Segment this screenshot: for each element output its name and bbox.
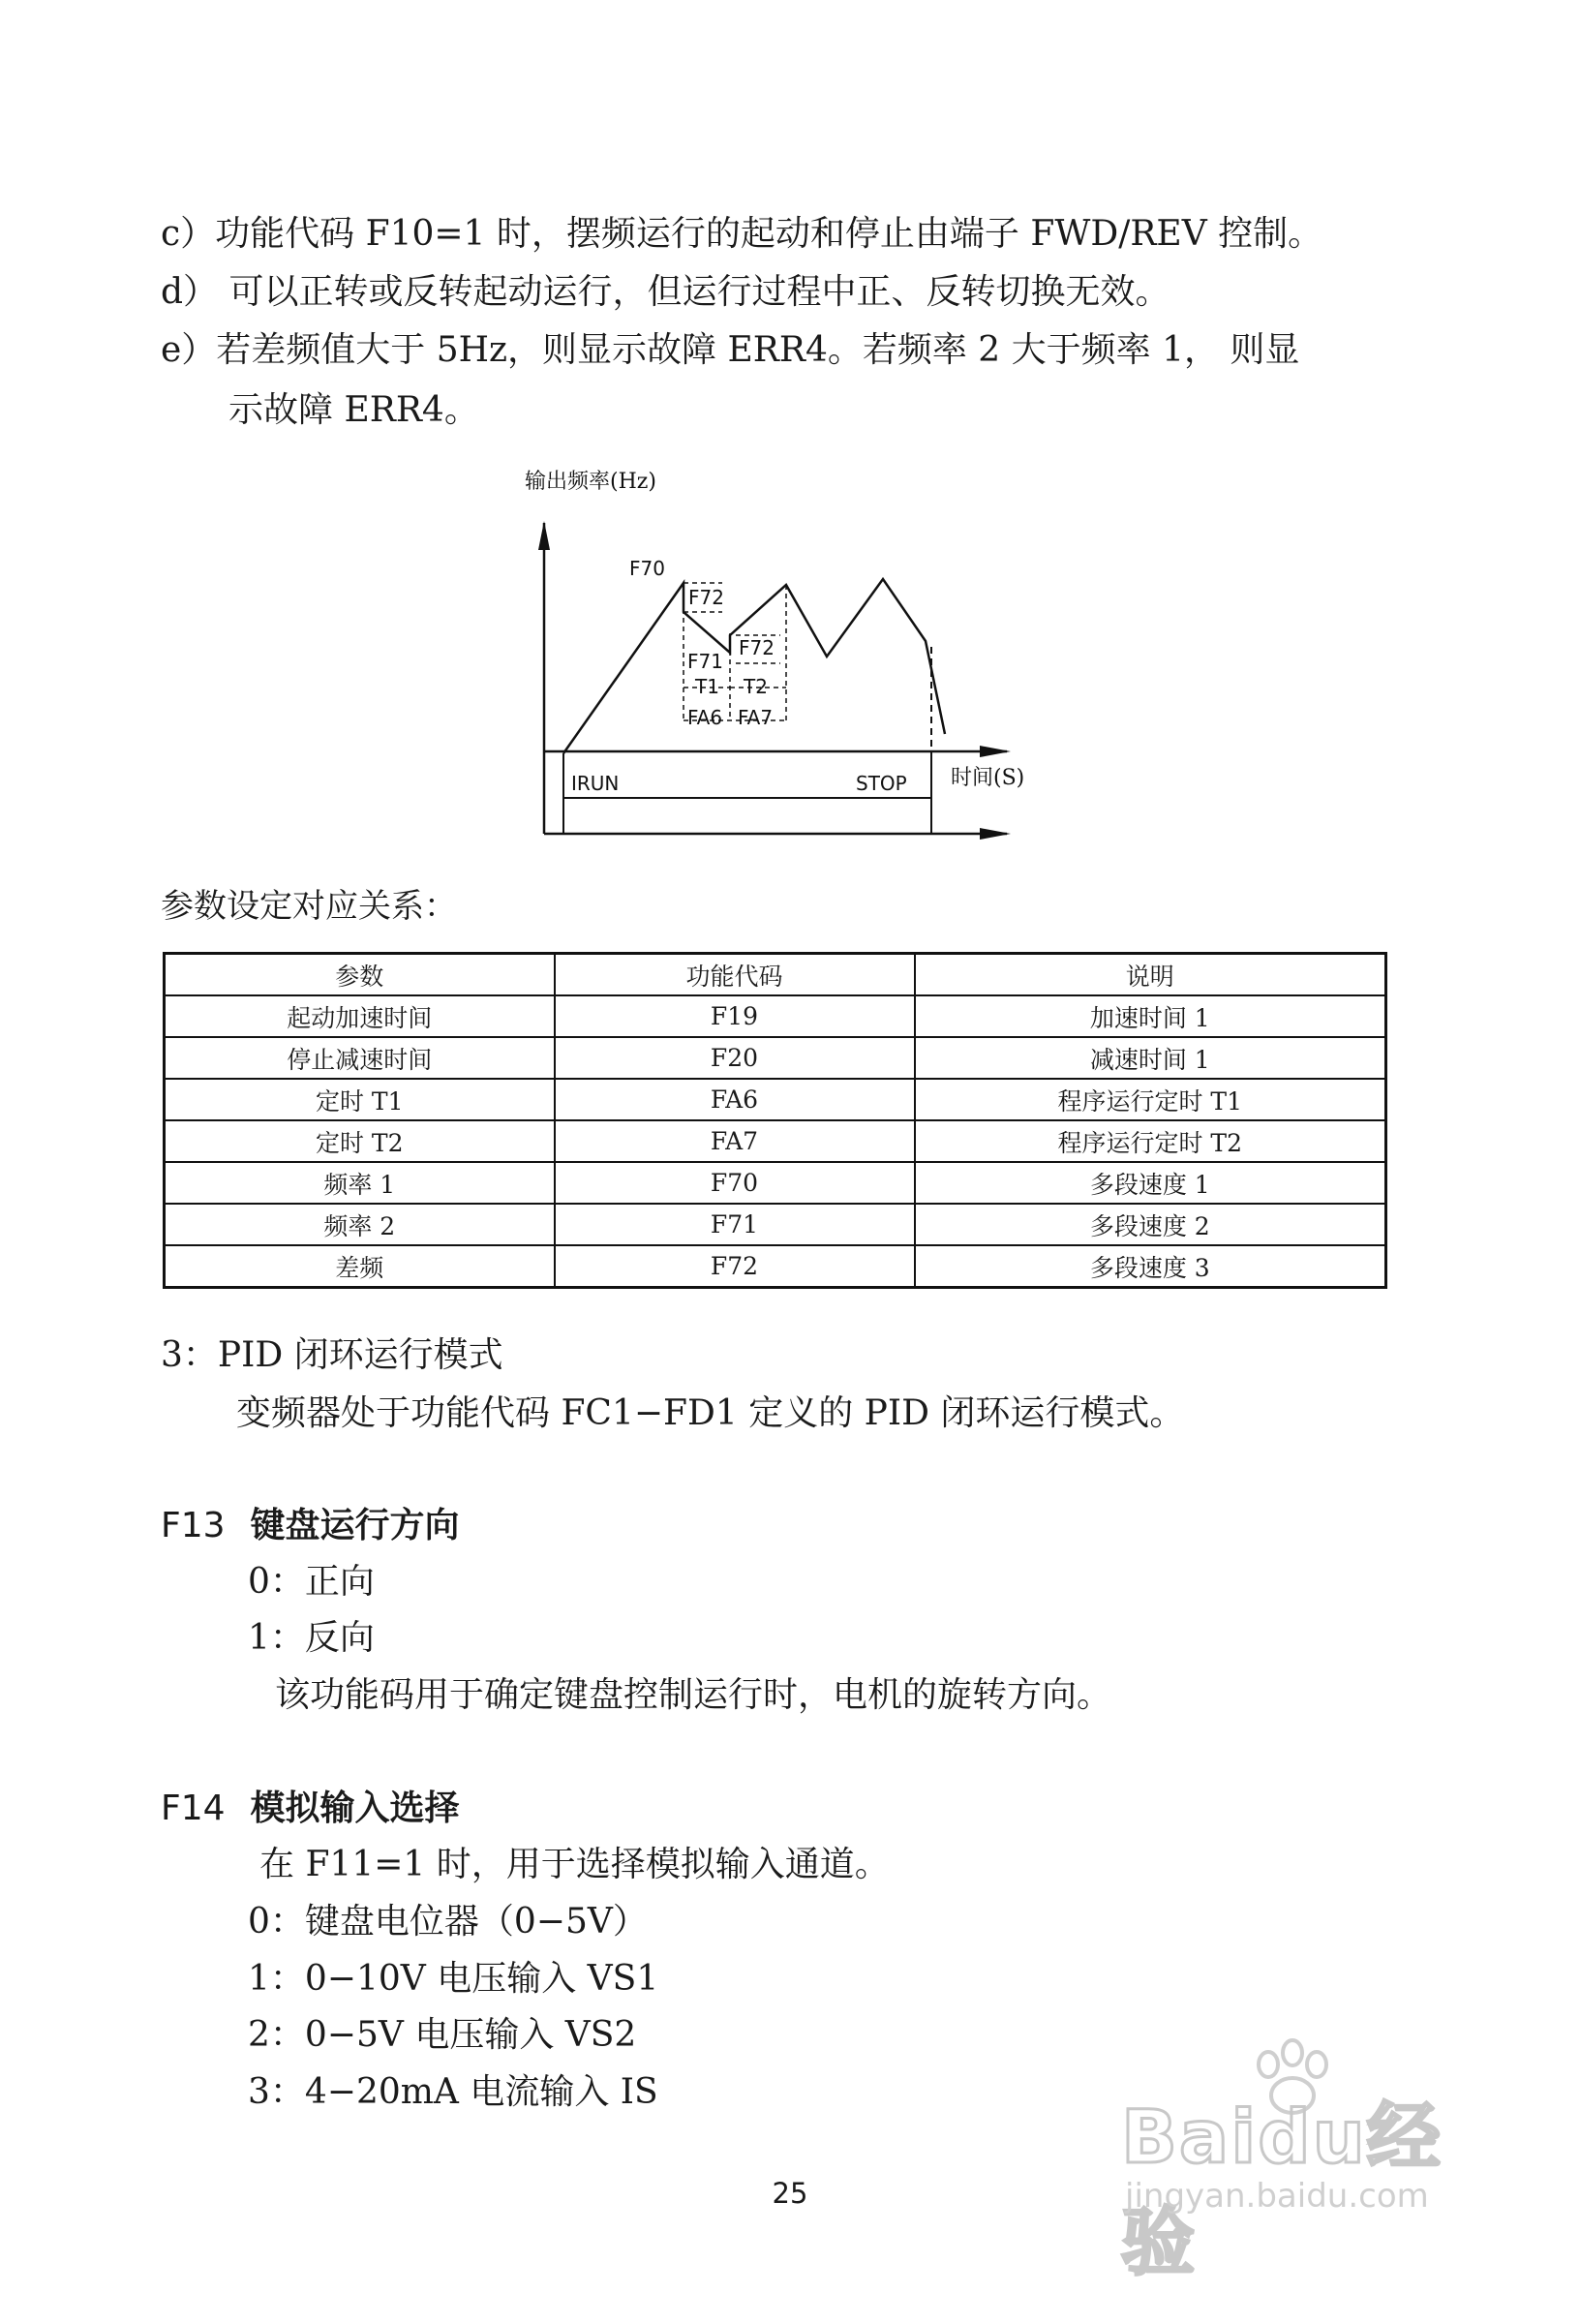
- table-row: [165, 1037, 1386, 1079]
- f13-option-1: 1：反向: [248, 1618, 375, 1658]
- table-row: [165, 1162, 1386, 1204]
- cell-code: FA6: [555, 1079, 915, 1120]
- cell-desc: 减速时间 1: [915, 1037, 1386, 1079]
- label-run: IRUN: [571, 772, 620, 795]
- note-c: c）功能代码 F10=1 时，摆频运行的起动和停止由端子 FWD/REV 控制。: [161, 214, 1323, 254]
- cell-desc: 程序运行定时 T2: [915, 1120, 1386, 1162]
- bottom-axis-arrow-icon: [980, 828, 1011, 840]
- label-fa7: FA7: [738, 706, 774, 729]
- table-row: [165, 1079, 1386, 1120]
- cell-code: F72: [555, 1245, 915, 1288]
- cell-param: 停止减速时间: [165, 1037, 555, 1079]
- table-row: [165, 995, 1386, 1037]
- f14-code: F14: [161, 1789, 226, 1828]
- pid-description: 变频器处于功能代码 FC1−FD1 定义的 PID 闭环运行模式。: [236, 1393, 1185, 1433]
- cell-param: 频率 2: [165, 1204, 555, 1245]
- header-param: 参数: [165, 954, 555, 996]
- f14-heading: [161, 1786, 460, 1832]
- header-desc: 说明: [915, 954, 1386, 996]
- cell-desc: 多段速度 2: [915, 1204, 1386, 1245]
- time-axis-arrow-icon: [980, 746, 1011, 757]
- label-t1: T1: [695, 675, 719, 698]
- cell-code: FA7: [555, 1120, 915, 1162]
- cell-param: 差频: [165, 1245, 555, 1288]
- page-number: 25: [772, 2177, 808, 2210]
- f14-description: 在 F11=1 时，用于选择模拟输入通道。: [259, 1845, 890, 1884]
- label-f72-b: F72: [739, 636, 775, 659]
- label-f70: F70: [629, 557, 665, 580]
- cell-param: 定时 T1: [165, 1079, 555, 1120]
- note-e-line2: 示故障 ERR4。: [228, 390, 479, 430]
- label-f72-a: F72: [688, 586, 724, 609]
- label-stop: STOP: [856, 772, 907, 795]
- y-axis-arrow-icon: [538, 521, 550, 550]
- cell-code: F19: [555, 995, 915, 1037]
- f14-option-0: 0：键盘电位器（0−5V）: [248, 1902, 648, 1942]
- table-row: [165, 1120, 1386, 1162]
- cell-param: 定时 T2: [165, 1120, 555, 1162]
- watermark-logo: Baidu经验: [1121, 2094, 1443, 2285]
- label-f71: F71: [687, 650, 723, 673]
- table-header-row: [165, 954, 1386, 996]
- f13-title: 键盘运行方向: [250, 1506, 460, 1545]
- parameter-table: [163, 952, 1387, 1289]
- cell-code: F70: [555, 1162, 915, 1204]
- cell-param: 起动加速时间: [165, 995, 555, 1037]
- cell-desc: 加速时间 1: [915, 995, 1386, 1037]
- cell-desc: 多段速度 3: [915, 1245, 1386, 1288]
- f13-code: F13: [161, 1506, 226, 1545]
- y-axis-label: 输出频率(Hz): [525, 470, 656, 494]
- note-e-line1: e）若差频值大于 5Hz，则显示故障 ERR4。若频率 2 大于频率 1， 则显: [161, 330, 1300, 370]
- cell-code: F20: [555, 1037, 915, 1079]
- table-row: [165, 1204, 1386, 1245]
- f14-option-1: 1：0−10V 电压输入 VS1: [248, 1959, 659, 1999]
- time-axis-label: 时间(S): [951, 766, 1025, 790]
- header-code: 功能代码: [555, 954, 915, 996]
- watermark: [1113, 2041, 1481, 2285]
- f14-title: 模拟输入选择: [250, 1789, 460, 1828]
- note-d: d） 可以正转或反转起动运行，但运行过程中正、反转切换无效。: [161, 272, 1170, 312]
- pid-title: 3：PID 闭环运行模式: [161, 1335, 503, 1375]
- f14-option-3: 3：4−20mA 电流输入 IS: [248, 2072, 658, 2112]
- watermark-url: jingyan.baidu.com: [1125, 2177, 1429, 2216]
- f13-option-0: 0：正向: [248, 1562, 375, 1602]
- cell-desc: 程序运行定时 T1: [915, 1079, 1386, 1120]
- label-fa6: FA6: [687, 706, 723, 729]
- cell-desc: 多段速度 1: [915, 1162, 1386, 1204]
- table-caption: 参数设定对应关系：: [161, 887, 457, 926]
- label-t2: T2: [744, 675, 768, 698]
- cell-param: 频率 1: [165, 1162, 555, 1204]
- table-row: [165, 1245, 1386, 1288]
- f14-option-2: 2：0−5V 电压输入 VS2: [248, 2015, 637, 2055]
- swing-frequency-diagram: [503, 463, 1046, 858]
- cell-code: F71: [555, 1204, 915, 1245]
- f13-description: 该功能码用于确定键盘控制运行时，电机的旋转方向。: [275, 1675, 1112, 1715]
- f13-heading: [161, 1503, 460, 1549]
